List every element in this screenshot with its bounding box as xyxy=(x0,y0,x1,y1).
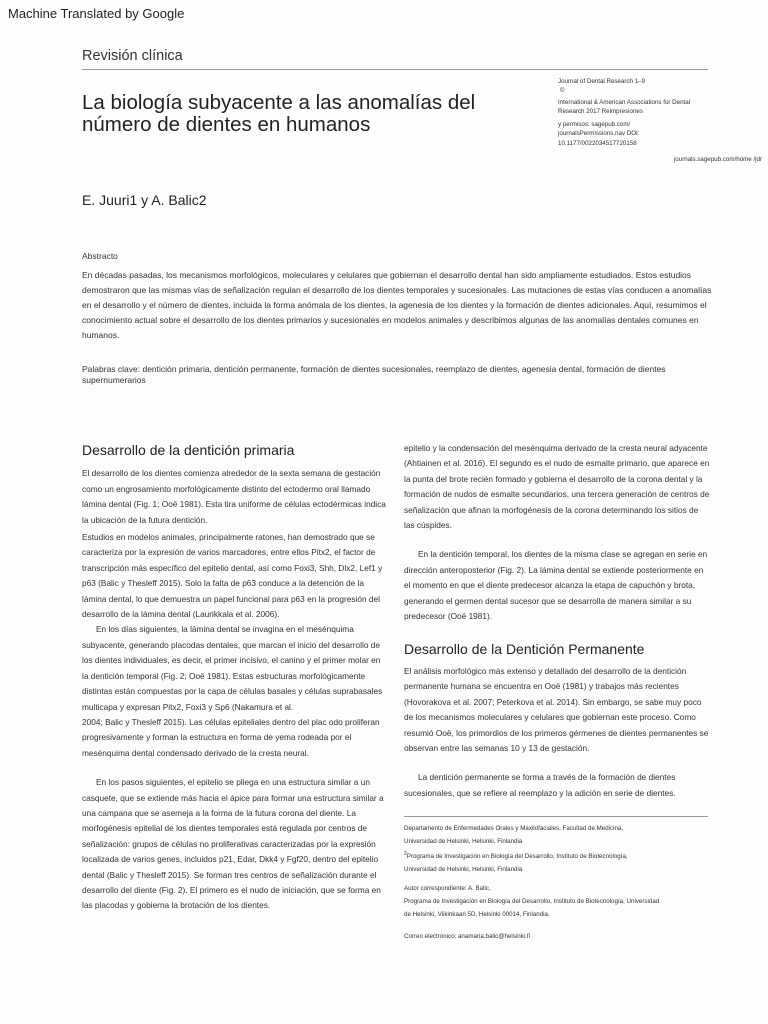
keywords: Palabras clave: dentición primaria, dentición permanente, formación de dientes sucesionales, reemplazo de dientes, agenesia dental, formación de dientes supernumerarios xyxy=(82,364,666,385)
journal-doi[interactable]: journalsPermissions.nav DOI: 10.1177/0022034517720158 xyxy=(558,130,640,147)
footnotes xyxy=(404,822,659,943)
abstract-heading: Abstracto xyxy=(82,251,118,261)
paragraph: epitelio y la condensación del mesénquima derivado de la cresta neural adyacente (Ahtiainen et al. 2016). El segundo es el nudo de esmalte primario, que aparece en la punta del brote recién formado y gobierna el desarrollo de la corona dental y la formación de nudos de esmalte secundarios, una tercera generación de centros de señalización que afinan la morfogénesis de la corona determinando los sitios de las cúspides. xyxy=(404,443,710,531)
paragraph: 2004; Balic y Thesleff 2015). Las células epiteliales dentro del plac odo proliferan progresivamente y forman la estructura en forma de yema rodeada por el mesénquima dental condensado derivado de la cresta neural. xyxy=(82,716,380,758)
section-label: Revisión clínica xyxy=(82,48,183,64)
footnote-line: Universidad de Helsinki, Helsinki, Finlandia xyxy=(404,866,523,874)
footnote-rule xyxy=(404,816,708,817)
paragraph: La dentición permanente se forma a través de la formación de dientes sucesionales, que se refiere al reemplazo y la adición en serie de dientes. xyxy=(404,772,676,798)
journal-copyright: © xyxy=(560,87,565,95)
paragraph: El desarrollo de los dientes comienza alrededor de la sexta semana de gestación como un engrosamiento morfológicamente distinto del ectodermo oral llamado lámina dental (Fig. 1; Ooë 1981). Esta tira uniforme de células ectodérmicas indica la ubicación de la futura dentición. xyxy=(82,468,386,525)
journal-url[interactable]: journals.sagepub.com/home /jdr xyxy=(673,156,762,163)
footnote-email[interactable]: Correo electrónico: anamaria.balic@helsinki.fi xyxy=(404,933,530,941)
footnote-line: Autor correspondiente: A. Balic, xyxy=(404,885,491,893)
abstract-text: En décadas pasadas, los mecanismos morfológicos, moleculares y celulares que gobiernan el desarrollo dental han sido ampliamente estudiados. Estos estudios demostraron que las mismas vías de señalización regulan el desarrollo de los dientes temporales y sucesionales. Las mutaciones de estas vías conducen a anomalías en el desarrollo y el número de dientes, incluida la forma anómala de los dientes, la agenesia de los dientes y la formación de dientes adicionales. Aquí, resumimos el conocimiento actual sobre el desarrollo de los dientes primarios y sucesionales en modelos animales y describimos algunas de las anomalías dentales comunes en humanos. xyxy=(82,270,712,340)
footnote-line: Programa de Investigación en Biología del Desarrollo, Instituto de Biotecnología, Universidad xyxy=(404,898,660,906)
footnote-line: de Helsinki, Viikinkaari 5D, Helsinki 00014, Finlandia. xyxy=(404,911,550,919)
paragraph: El análisis morfológico más extenso y detallado del desarrollo de la dentición permanente humana se encuentra en Ooë (1981) y trabajos más recientes (Hovorakova et al. 2007; Peterkova et al. 2014). Sin embargo, se sabe muy poco de los mecanismos moleculares y celulares que gobiernan este proceso. Como resumió Ooë, los primordios de los primeros gérmenes de dientes permanentes se observan entre las semanas 10 y 13 de gestación. xyxy=(404,665,709,753)
right-column xyxy=(404,441,710,801)
left-column xyxy=(82,443,388,914)
footnote-line: Departamento de Enfermedades Orales y Maxilofaciales, Facultad de Medicina, xyxy=(404,825,624,832)
heading-primary-dentition: Desarrollo de la dentición primaria xyxy=(82,442,295,458)
paragraph: En la dentición temporal, los dientes de la misma clase se agregan en serie en dirección anteroposterior (Fig. 2). La lámina dental se extiende posteriormente en el momento en que el diente predecesor alcanza la etapa de capuchón y brota, generando el germen dental sucesor que se desarrolla de manera similar a su predecesor (Ooë 1981). xyxy=(404,549,708,622)
footnote-marker: 2 xyxy=(404,851,407,857)
paragraph: En los días siguientes, la lámina dental se invagina en el mesénquima subyacente, generando placodas dentales, que marcan el inicio del desarrollo de los dientes individuales, es decir, el primer incisivo, el canino y el primer molar en la dentición temporal (Fig. 2; Ooë 1981). Estas estructuras morfológicamente distintas están compuestas por la capa de células basales y células suprabasales multicapa y expresan Pitx2, Foxi3 y Sp6 (Nakamura et al. xyxy=(82,624,383,712)
footnote-line: $^2$Programa de Investigación en Biología del Desarrollo, Instituto de Biotecnología, xyxy=(404,851,628,861)
header-rule xyxy=(82,69,708,70)
journal-name: Journal of Dental Research 1–9 xyxy=(558,78,646,85)
footnote-line: Universidad de Helsinki, Helsinki, Finlandia xyxy=(404,838,523,845)
translation-banner: Machine Translated by Google xyxy=(8,6,185,21)
journal-publisher: International & American Associations for Dental Research 2017 Reimpresiones xyxy=(558,99,691,116)
journal-info xyxy=(558,77,718,148)
heading-permanent-dentition: Desarrollo de la Dentición Permanente xyxy=(404,641,645,658)
authors: E. Juuri1 y A. Balic2 xyxy=(82,192,207,208)
paragraph: Estudios en modelos animales, principalmente ratones, han demostrado que se caracteriza por la expresión de varios marcadores, entre ellos Pitx2, el factor de transcripción más específico del epitelio dental, así como Foxi3, Shh, Dlx2, Lef1 y p63 (Balic y Thesleff 2015). Solo la falta de p63 conduce a la detención de la lámina dental, lo que demuestra un papel funcional para p63 en la progresión del desarrollo de la lámina dental (Laurikkala et al. 2006). xyxy=(82,532,383,620)
article-title: La biología subyacente a las anomalías del número de dientes en humanos xyxy=(82,91,476,136)
paragraph: En los pasos siguientes, el epitelio se pliega en una estructura similar a un casquete, que se extiende más hacia el ápice para formar una estructura similar a una campana que se asemeja a la forma de la futura corona del diente. La morfogénesis epitelial de los dientes temporales está regulada por centros de señalización: grupos de células no proliferativas caracterizadas por la expresión localizada de varios genes, incluidos p21, Edar, Dkk4 y Fgf20, dentro del epitelio dental (Balic y Thesleff 2015). Se forman tres centros de señalización durante el desarrollo del diente (Fig. 2). El primero es el nudo de iniciación, que se forma en las placodas y gobierna la brotación de los dientes. xyxy=(82,777,384,911)
journal-permissions[interactable]: y permisos: sagepub.com/ xyxy=(558,121,631,129)
